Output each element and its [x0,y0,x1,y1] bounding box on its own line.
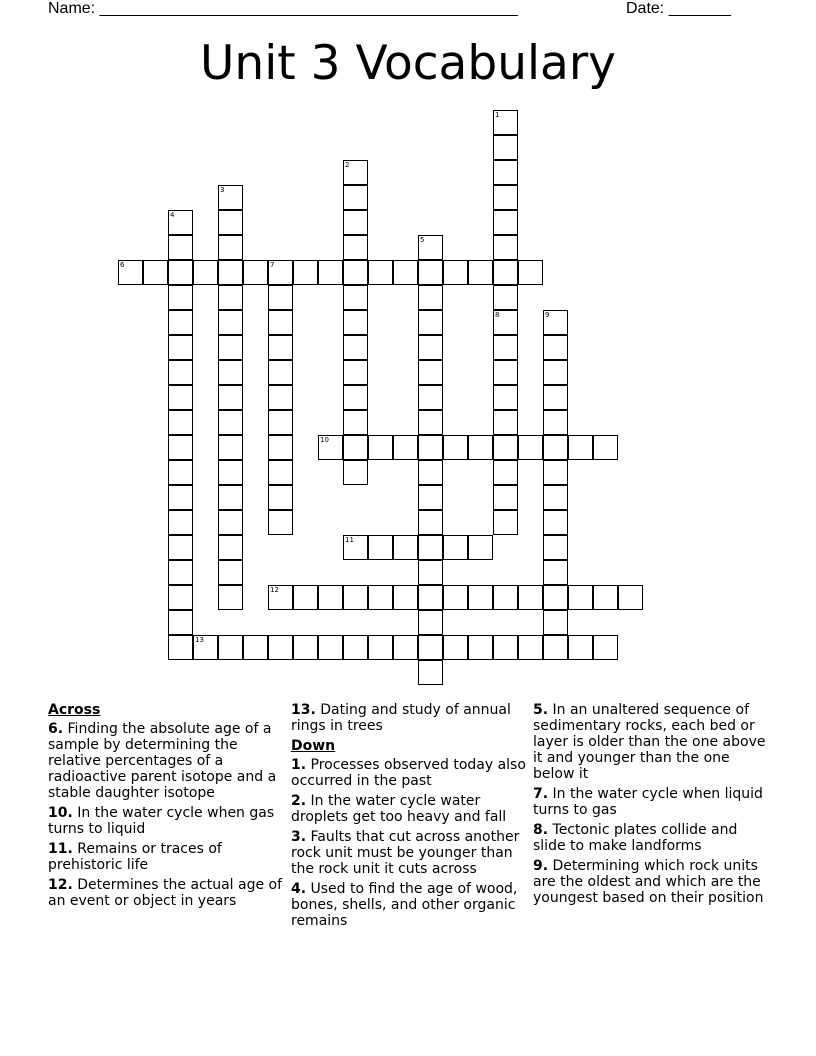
clue-number: 1 [495,111,500,119]
grid-cell[interactable] [268,285,293,310]
grid-cell[interactable] [343,385,368,410]
clue-number: 2 [345,161,350,169]
grid-cell[interactable] [543,610,568,635]
grid-cell[interactable] [493,260,518,285]
name-field[interactable]: Name: _______________________________________________ [48,0,518,17]
grid-cell[interactable] [543,460,568,485]
clue-number: 11 [345,536,354,544]
grid-cell[interactable] [368,535,393,560]
grid-cell[interactable] [543,385,568,410]
grid-cell[interactable] [418,585,443,610]
grid-cell[interactable] [343,360,368,385]
grid-cell[interactable] [268,360,293,385]
clue-down-4: 4. Used to find the age of wood, bones, shells, and other organic remains [291,881,518,929]
grid-cell[interactable] [493,110,518,135]
grid-cell[interactable] [493,185,518,210]
grid-cell[interactable] [168,585,193,610]
grid-cell[interactable] [268,260,293,285]
grid-cell[interactable] [418,635,443,660]
grid-cell[interactable] [493,210,518,235]
grid-cell[interactable] [568,635,593,660]
grid-cell[interactable] [368,585,393,610]
grid-cell[interactable] [268,635,293,660]
grid-cell[interactable] [543,535,568,560]
grid-cell[interactable] [468,635,493,660]
grid-cell[interactable] [343,310,368,335]
grid-cell[interactable] [268,385,293,410]
clues-column-3 [533,702,773,910]
grid-cell[interactable] [543,435,568,460]
clue-down-7: 7. In the water cycle when liquid turns to gas [533,786,763,818]
grid-cell[interactable] [218,460,243,485]
grid-cell[interactable] [418,485,443,510]
grid-cell[interactable] [168,335,193,360]
grid-cell[interactable] [218,560,243,585]
grid-cell[interactable] [493,585,518,610]
grid-cell[interactable] [218,360,243,385]
grid-cell[interactable] [318,435,343,460]
grid-cell[interactable] [143,260,168,285]
page-title: Unit 3 Vocabulary [200,36,616,91]
grid-cell[interactable] [443,585,468,610]
grid-cell[interactable] [268,485,293,510]
clue-down-3: 3. Faults that cut across another rock unit must be younger than the rock unit it cuts across [291,829,520,877]
clue-down-8: 8. Tectonic plates collide and slide to make landforms [533,822,738,854]
grid-cell[interactable] [243,260,268,285]
grid-cell[interactable] [418,335,443,360]
grid-cell[interactable] [443,535,468,560]
clue-across-6: 6. Finding the absolute age of a sample by determining the relative percentages of a radioactive parent isotope and a stable daughter isotope [48,721,277,801]
grid-cell[interactable] [468,585,493,610]
grid-cell[interactable] [493,510,518,535]
grid-cell[interactable] [168,485,193,510]
grid-cell[interactable] [393,260,418,285]
grid-cell[interactable] [268,410,293,435]
grid-cell[interactable] [318,585,343,610]
grid-cell[interactable] [493,335,518,360]
grid-cell[interactable] [168,560,193,585]
grid-cell[interactable] [518,260,543,285]
grid-cell[interactable] [493,635,518,660]
grid-cell[interactable] [418,285,443,310]
across-heading: Across [48,702,101,718]
clue-across-12: 12. Determines the actual age of an event or object in years [48,877,283,909]
grid-cell[interactable] [218,260,243,285]
clues-column-1 [48,702,283,913]
grid-cell[interactable] [218,235,243,260]
grid-cell[interactable] [493,135,518,160]
clue-across-10: 10. In the water cycle when gas turns to liquid [48,805,275,837]
grid-cell[interactable] [168,235,193,260]
grid-cell[interactable] [168,310,193,335]
grid-cell[interactable] [518,435,543,460]
grid-cell[interactable] [218,585,243,610]
grid-cell[interactable] [343,435,368,460]
clue-number: 5 [420,236,425,244]
grid-cell[interactable] [218,385,243,410]
grid-cell[interactable] [343,285,368,310]
grid-cell[interactable] [418,260,443,285]
grid-cell[interactable] [593,435,618,460]
clue-down-5: 5. In an unaltered sequence of sedimentary rocks, each bed or layer is older than the one above it and younger than the one below it [533,702,766,782]
clue-number: 7 [270,261,275,269]
grid-cell[interactable] [343,235,368,260]
grid-cell[interactable] [468,260,493,285]
grid-cell[interactable] [493,360,518,385]
grid-cell[interactable] [343,210,368,235]
grid-cell[interactable] [168,360,193,385]
grid-cell[interactable] [168,285,193,310]
grid-cell[interactable] [493,385,518,410]
grid-cell[interactable] [168,210,193,235]
grid-cell[interactable] [393,635,418,660]
grid-cell[interactable] [418,310,443,335]
grid-cell[interactable] [493,485,518,510]
grid-cell[interactable] [618,585,643,610]
grid-cell[interactable] [343,260,368,285]
grid-cell[interactable] [168,460,193,485]
grid-cell[interactable] [343,635,368,660]
grid-cell[interactable] [168,535,193,560]
grid-cell[interactable] [218,435,243,460]
grid-cell[interactable] [568,435,593,460]
grid-cell[interactable] [218,410,243,435]
grid-cell[interactable] [218,635,243,660]
grid-cell[interactable] [518,585,543,610]
grid-cell[interactable] [418,410,443,435]
grid-cell[interactable] [443,260,468,285]
grid-cell[interactable] [268,460,293,485]
grid-cell[interactable] [168,385,193,410]
clue-down-9: 9. Determining which rock units are the oldest and which are the youngest based on their position [533,858,764,906]
grid-cell[interactable] [493,285,518,310]
grid-cell[interactable] [493,410,518,435]
grid-cell[interactable] [418,460,443,485]
grid-cell[interactable] [118,260,143,285]
grid-cell[interactable] [468,535,493,560]
clue-down-1: 1. Processes observed today also occurred in the past [291,757,526,789]
grid-cell[interactable] [493,310,518,335]
grid-cell[interactable] [243,635,268,660]
grid-cell[interactable] [493,160,518,185]
grid-cell[interactable] [418,360,443,385]
grid-cell[interactable] [343,160,368,185]
grid-cell[interactable] [593,635,618,660]
grid-cell[interactable] [543,310,568,335]
grid-cell[interactable] [543,485,568,510]
grid-cell[interactable] [593,585,618,610]
grid-cell[interactable] [193,635,218,660]
grid-cell[interactable] [543,560,568,585]
grid-cell[interactable] [318,260,343,285]
grid-cell[interactable] [343,585,368,610]
grid-cell[interactable] [168,435,193,460]
grid-cell[interactable] [343,335,368,360]
grid-cell[interactable] [418,385,443,410]
grid-cell[interactable] [293,635,318,660]
grid-cell[interactable] [218,210,243,235]
grid-cell[interactable] [168,410,193,435]
clue-down-2: 2. In the water cycle water droplets get too heavy and fall [291,793,507,825]
grid-cell[interactable] [418,435,443,460]
clue-number: 10 [320,436,329,444]
grid-cell[interactable] [218,535,243,560]
grid-cell[interactable] [268,310,293,335]
grid-cell[interactable] [543,335,568,360]
grid-cell[interactable] [418,610,443,635]
grid-cell[interactable] [543,360,568,385]
clue-number: 8 [495,311,500,319]
clue-number: 4 [170,211,175,219]
grid-cell[interactable] [393,585,418,610]
grid-cell[interactable] [568,585,593,610]
grid-cell[interactable] [368,635,393,660]
grid-cell[interactable] [218,310,243,335]
grid-cell[interactable] [418,510,443,535]
clue-number: 9 [545,311,550,319]
grid-cell[interactable] [368,435,393,460]
grid-cell[interactable] [368,260,393,285]
grid-cell[interactable] [418,235,443,260]
grid-cell[interactable] [293,260,318,285]
grid-cell[interactable] [493,435,518,460]
grid-cell[interactable] [418,660,443,685]
grid-cell[interactable] [218,485,243,510]
grid-cell[interactable] [218,185,243,210]
clue-number: 3 [220,186,225,194]
grid-cell[interactable] [168,510,193,535]
clue-number: 6 [120,261,125,269]
grid-cell[interactable] [218,335,243,360]
grid-cell[interactable] [393,535,418,560]
grid-cell[interactable] [268,435,293,460]
clue-number: 13 [195,636,204,644]
grid-cell[interactable] [443,635,468,660]
grid-cell[interactable] [218,510,243,535]
grid-cell[interactable] [218,285,243,310]
grid-cell[interactable] [343,460,368,485]
grid-cell[interactable] [168,260,193,285]
date-field[interactable]: Date: _______ [626,0,731,17]
clue-across-11: 11. Remains or traces of prehistoric life [48,841,222,873]
down-heading: Down [291,738,336,754]
grid-cell[interactable] [418,560,443,585]
grid-cell[interactable] [493,460,518,485]
grid-cell[interactable] [443,435,468,460]
grid-cell[interactable] [343,535,368,560]
grid-cell[interactable] [468,435,493,460]
grid-cell[interactable] [543,510,568,535]
grid-cell[interactable] [268,510,293,535]
grid-cell[interactable] [418,535,443,560]
grid-cell[interactable] [518,635,543,660]
grid-cell[interactable] [393,435,418,460]
grid-cell[interactable] [318,635,343,660]
grid-cell[interactable] [268,335,293,360]
grid-cell[interactable] [193,260,218,285]
grid-cell[interactable] [293,585,318,610]
grid-cell[interactable] [493,235,518,260]
grid-cell[interactable] [543,585,568,610]
grid-cell[interactable] [343,185,368,210]
grid-cell[interactable] [343,410,368,435]
grid-cell[interactable] [168,635,193,660]
grid-cell[interactable] [543,410,568,435]
grid-cell[interactable] [543,635,568,660]
clue-across-13: 13. Dating and study of annual rings in trees [291,702,511,734]
grid-cell[interactable] [268,585,293,610]
clues-column-2 [291,702,526,933]
clue-number: 12 [270,586,279,594]
grid-cell[interactable] [168,610,193,635]
